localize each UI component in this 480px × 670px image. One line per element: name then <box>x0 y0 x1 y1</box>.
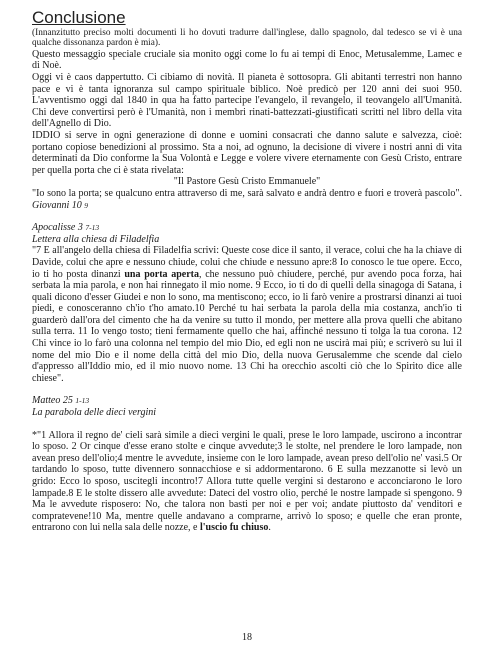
pastore-line: "Il Pastore Gesù Cristo Emmanuele" <box>173 176 321 188</box>
apocalisse-text-b: , che nessuno può chiudere, perché, pur avendo poca forza, hai serbata la mia parola, e non hai rinnegato il mio nome. 9 Ecco, io ti do di quelli della sinagoga di Satana, i quali dicono d'esser Giudei e non lo sono, ma mentiscono; ecco, io li farò venire a prostrarsi dinanzi ai tuoi piedi, e conosceranno ch'io t'ho amato.10 Perché tu hai serbata la parola della mia costanza, anch'io ti guarderò dall'ora del cimento che ha da venire su tutto il mondo, per mettere alla prova quelli che abitano sulla terra. 11 Io vengo tosto; tieni fermamente quello che hai, affinché nessuno ti tolga la tua corona. 12 Chi vince io lo farò una colonna nel tempio del mio Dio, ed egli non ne uscirà mai più; e scriverò su lui il nome del mio Dio e il nome della città del mio Dio, della nuova Gerusalemme che scende dal cielo d'appresso all'Iddio mio, ed il mio nuovo nome. 13 Chi ha orecchio ascolti ciò che lo Spirito dice alle chiese". <box>32 268 462 384</box>
apocalisse-ref: Apocalisse 3 <box>32 222 83 234</box>
paragraph-2: Oggi vi è caos dappertutto. Ci cibiamo di novità. Il pianeta è sottosopra. Gli abitanti terrestri non hanno pace e vi è tanta ignoranza sul campo spirituale biblico. Noè predicò per 120 anni dei suoi 950. L'avventismo oggi dal 1840 in qua ha fatto partecipe l'evangelo, il revangelo, il teovangelo all'Umanità. Chi deve convertirsi però è l'Umanità, non i membri rinati-battezzati-giustificati scritti nel libro della vita dell'Agnello di Dio. <box>32 72 462 130</box>
document-page <box>32 8 462 663</box>
john-quote-verse: 9 <box>84 200 88 210</box>
page-number: 18 <box>242 632 252 643</box>
apocalisse-text-a: "7 E all'angelo della chiesa di Filadelfia scrivi: Queste cose dice il santo, il verace, colui che ha la chiave di Davide, colui che apre e nessuno chiude, colui che chiude e nessuno apre:8 Io conosco le tue opere. Ecco, io ti ho posta dinanzi <box>32 245 462 280</box>
john-quote-text: "Io sono la porta; se qualcuno entra attraverso di me, sarà salvato e andrà dentro e fuori e troverà pascolo". <box>32 187 462 199</box>
matteo-bold: l'uscio fu chiuso <box>199 522 269 534</box>
matteo-verses: 1-13 <box>75 396 90 406</box>
apocalisse-text <box>32 245 462 384</box>
john-quote-ref: Giovanni 10 <box>32 199 82 211</box>
matteo-ref: Matteo 25 <box>32 395 73 407</box>
apocalisse-heading <box>32 222 462 234</box>
paragraph-3: IDDIO si serve in ogni generazione di donne e uomini consacrati che danno salute e salvezza, cioè: portano copiose benedizioni al prossimo. Sta a noi, ad ognuno, la decisione di vivere i nostri anni di vita determinati da Dio conforme la Sua Volontà e Legge e volere vivere eternamente con Gesù Cristo, entrare per quella porta che ci è stata rivelata: <box>32 129 462 176</box>
matteo-text-a: *"1 Allora il regno de' cieli sarà simile a dieci vergini le quali, prese le loro lampade, uscirono a incontrar lo sposo. 2 Or cinque d'esse erano stolte e cinque avvedute;3 le stolte, nel prendere le loro lampade, non avean preso dell'olio;4 mentre le avvedute, insieme con le loro lampade, avean preso dell'olio ne' vasi.5 Or tardando lo sposo, tutte divennero sonnacchiose e si addormentarono. 6 E sulla mezzanotte si levò un grido: Ecco lo sposo, uscitegli incontro!7 Allora tutte quelle vergini si destarono e acconciarono le loro lampade.8 E le stolte dissero alle avvedute: Dateci del vostro olio, perché le nostre lampade si spengono. 9 Ma le avvedute risposero: No, che talora non basti per noi e per voi; andate piuttosto da' venditori e compratevene!10 Ma, mentre quelle andavano a comprarne, arrivò lo sposo; e quelle che eran pronte, entrarono con lui nella sala delle nozze, e <box>32 429 462 534</box>
matteo-title: La parabola delle dieci vergini <box>32 407 157 419</box>
intro-note: (Innanzitutto preciso molti documenti li ho dovuti tradurre dall'inglese, dallo spagnolo, dal tedesco se vi è una qualche dissonanza pardon è mia). <box>32 28 462 49</box>
apocalisse-bold: una porta aperta <box>124 268 199 280</box>
matteo-text <box>32 430 462 534</box>
paragraph-1: Questo messaggio speciale cruciale sia monito oggi come lo fu ai tempi di Enoc, Metusalemme, Lamec e di Noè. <box>32 48 462 72</box>
page-title: Conclusione <box>32 8 126 27</box>
john-quote <box>32 188 462 211</box>
matteo-text-b: . <box>268 522 271 534</box>
matteo-heading <box>32 395 462 407</box>
apocalisse-verses: 7-13 <box>85 223 100 233</box>
apocalisse-title: Lettera alla chiesa di Filadelfia <box>32 233 160 245</box>
